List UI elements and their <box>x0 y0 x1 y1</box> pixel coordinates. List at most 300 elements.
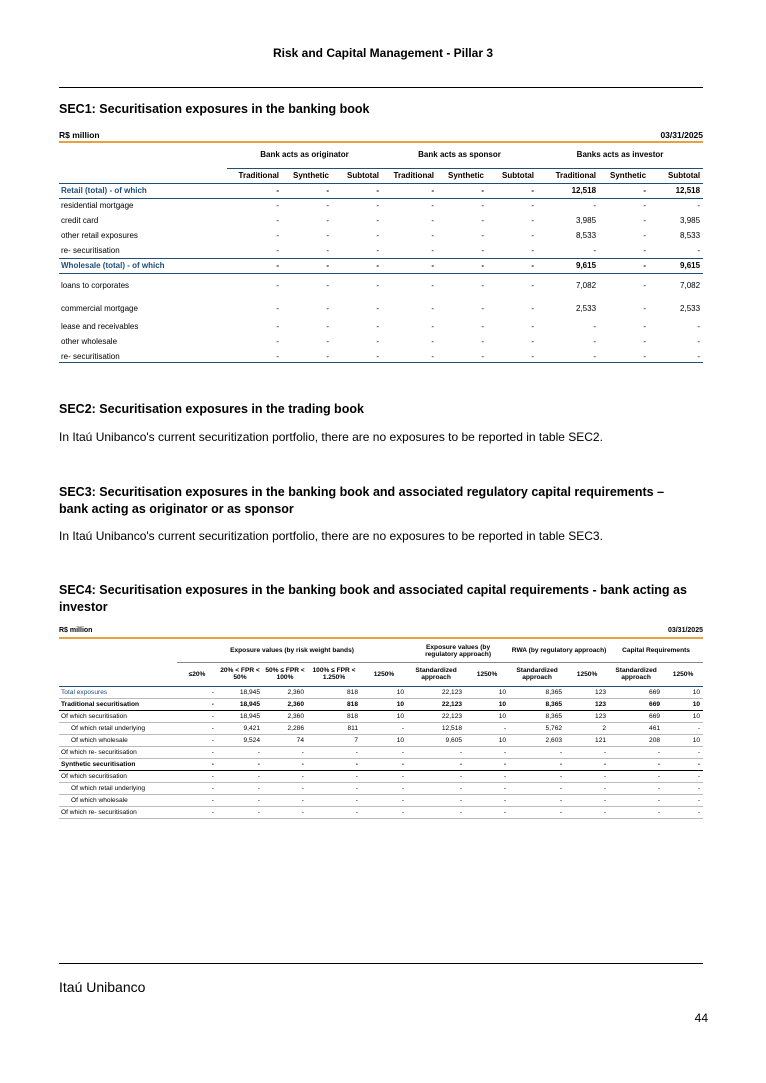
sec1-cell: - <box>376 216 379 225</box>
sec1-cell: 3,985 <box>680 216 701 225</box>
sec1-cell: - <box>643 280 647 290</box>
sec1-col-header: Synthetic <box>292 171 329 180</box>
sec1-group-investor: Banks acts as investor <box>576 150 664 159</box>
sec1-cell: - <box>431 201 434 211</box>
sec4-col-header: 20% < FPR < 50% <box>217 662 263 686</box>
sec4-cell: 22,123 <box>407 698 465 710</box>
sec4-cell: 8,365 <box>509 698 565 710</box>
sec1-row-label: residential mortgage <box>61 201 134 211</box>
sec4-cell: 669 <box>609 686 663 698</box>
sec4-cell: - <box>609 806 663 818</box>
sec4-cell: - <box>217 746 263 758</box>
sec4-cell: - <box>177 758 217 770</box>
sec4-cell: 123 <box>565 710 609 722</box>
sec4-col-header: 1250% <box>565 662 609 686</box>
sec4-table-row <box>59 734 703 746</box>
sec4-table-row <box>59 722 703 734</box>
sec2-heading: SEC2: Securitisation exposures in the trading book <box>59 402 364 416</box>
sec4-cell: 9,421 <box>217 722 263 734</box>
sec4-cell: 121 <box>565 734 609 746</box>
sec4-cell: 10 <box>361 698 407 710</box>
sec4-cell: - <box>307 806 361 818</box>
sec1-cell: - <box>531 231 535 240</box>
sec1-cell: - <box>593 352 597 361</box>
sec4-cell: 7 <box>307 734 361 746</box>
sec4-cell: - <box>263 746 307 758</box>
sec1-orange-rule <box>59 141 703 143</box>
sec1-cell: - <box>276 337 279 346</box>
sec1-col-header: Synthetic <box>447 171 484 180</box>
sec4-cell: 10 <box>465 710 509 722</box>
sec4-cell: 818 <box>307 686 361 698</box>
sec4-row-label: Of which wholesale <box>59 794 177 806</box>
sec1-row-label: re- securitisation <box>61 352 120 361</box>
sec4-cell: - <box>407 782 465 794</box>
sec1-cell: - <box>643 322 647 331</box>
sec1-table-row <box>59 258 703 273</box>
sec4-cell: 123 <box>565 686 609 698</box>
sec1-cell: - <box>531 337 535 346</box>
sec4-cell: - <box>663 770 703 782</box>
sec1-cell: - <box>376 201 379 211</box>
sec1-cell: - <box>326 216 329 225</box>
sec1-cell: - <box>643 337 647 346</box>
sec1-cell: - <box>531 352 535 361</box>
sec1-cell: - <box>376 303 379 313</box>
sec4-cell: - <box>177 734 217 746</box>
sec4-table-row <box>59 806 703 818</box>
sec4-cell: - <box>509 782 565 794</box>
sec4-cell: 10 <box>361 686 407 698</box>
sec4-cell: - <box>361 746 407 758</box>
sec4-cell: - <box>565 806 609 818</box>
sec1-cell: - <box>643 245 647 255</box>
sec1-cell: - <box>376 322 379 331</box>
sec1-cell: - <box>326 245 329 255</box>
sec4-cell: 10 <box>663 698 703 710</box>
sec1-table-row <box>59 228 703 243</box>
sec4-cell: - <box>465 746 509 758</box>
sec1-cell: - <box>282 258 332 273</box>
sec1-bottom-rule <box>59 362 703 363</box>
sec1-cell: - <box>531 303 535 313</box>
sec1-cell: 2,533 <box>680 303 701 313</box>
sec1-cell: - <box>332 258 382 273</box>
sec4-cell: - <box>407 806 465 818</box>
sec4-cell: - <box>465 806 509 818</box>
sec1-cell: - <box>276 303 279 313</box>
sec1-cell: - <box>599 183 649 198</box>
sec4-col-header: ≤20% <box>177 662 217 686</box>
sec4-cell: - <box>177 794 217 806</box>
sec4-cell: - <box>177 770 217 782</box>
sec4-cell: - <box>407 770 465 782</box>
sec1-cell: - <box>276 322 279 331</box>
sec4-cell: 2,360 <box>263 686 307 698</box>
sec1-cell: - <box>431 352 434 361</box>
sec4-cell: 811 <box>307 722 361 734</box>
sec4-cell: - <box>177 686 217 698</box>
sec4-cell: 18,945 <box>217 698 263 710</box>
sec4-cell: - <box>565 794 609 806</box>
sec1-cell: - <box>276 201 279 211</box>
sec1-table-row <box>59 334 703 349</box>
sec4-table-row <box>59 710 703 722</box>
sec1-cell: - <box>376 352 379 361</box>
sec1-cell: - <box>431 245 434 255</box>
sec1-cell: - <box>276 231 279 240</box>
sec4-cell: - <box>177 710 217 722</box>
sec4-cell: - <box>177 698 217 710</box>
sec1-cell: - <box>593 322 597 331</box>
sec1-cell: - <box>697 201 701 211</box>
sec1-col-header: Traditional <box>238 171 279 180</box>
page-number: 44 <box>694 1011 708 1025</box>
sec1-cell: - <box>487 258 537 273</box>
sec4-cell: 2 <box>565 722 609 734</box>
sec1-cell: - <box>431 322 434 331</box>
sec4-cell: 669 <box>609 710 663 722</box>
sec4-table-row <box>59 746 703 758</box>
sec4-cell: - <box>177 806 217 818</box>
sec4-cell: - <box>663 782 703 794</box>
sec1-cell: - <box>326 352 329 361</box>
sec1-cell: - <box>697 245 701 255</box>
sec4-col-header: Standardized approach <box>407 662 465 686</box>
sec4-cell: 18,945 <box>217 686 263 698</box>
sec4-cell: - <box>361 782 407 794</box>
sec4-table-row <box>59 686 703 698</box>
sec4-cell: - <box>217 794 263 806</box>
sec1-cell: - <box>481 216 484 225</box>
sec2-text: In Itaú Unibanco's current securitization portfolio, there are no exposures to be reported in table SEC2. <box>59 430 603 444</box>
sec1-cell: - <box>531 216 535 225</box>
sec4-cell: - <box>217 782 263 794</box>
sec1-cell: - <box>376 231 379 240</box>
sec1-cell: - <box>437 183 487 198</box>
sec1-cell: - <box>276 352 279 361</box>
sec1-table-row <box>59 183 703 198</box>
sec4-heading-line1: SEC4: Securitisation exposures in the banking book and associated capital requirements - bank acting as <box>59 583 687 597</box>
sec4-group-exposure-approach: Exposure values (by regulatory approach) <box>407 640 509 662</box>
footer-brand: Itaú Unibanco <box>59 979 146 995</box>
sec4-row-label: Traditional securitisation <box>59 698 177 710</box>
sec4-group-risk-weight: Exposure values (by risk weight bands) <box>177 640 407 662</box>
sec4-cell: - <box>663 746 703 758</box>
sec4-cell: 8,365 <box>509 710 565 722</box>
sec1-cell: - <box>431 216 434 225</box>
sec1-cell: 12,518 <box>537 183 599 198</box>
sec4-cell: - <box>361 794 407 806</box>
sec4-cell: 18,945 <box>217 710 263 722</box>
sec1-cell: - <box>276 245 279 255</box>
sec1-row-label: lease and receivables <box>61 322 139 331</box>
sec4-cell: - <box>465 758 509 770</box>
sec1-cell: 3,985 <box>576 216 597 225</box>
sec4-cell: - <box>263 770 307 782</box>
sec4-cell: - <box>663 758 703 770</box>
sec1-cell: - <box>276 280 279 290</box>
sec1-cell: - <box>481 352 484 361</box>
sec4-group-rwa: RWA (by regulatory approach) <box>509 640 609 662</box>
sec4-cell: - <box>361 722 407 734</box>
sec1-cell: - <box>481 303 484 313</box>
sec4-cell: - <box>307 782 361 794</box>
sec1-group-row <box>59 147 703 162</box>
sec4-cell: - <box>263 782 307 794</box>
sec1-cell: - <box>431 303 434 313</box>
sec4-cell: - <box>217 770 263 782</box>
sec3-heading-line1: SEC3: Securitisation exposures in the banking book and associated regulatory capital requirements – <box>59 485 665 499</box>
sec4-group-row <box>59 640 703 662</box>
sec1-col-header: Subtotal <box>668 171 701 180</box>
sec4-cell: 8,365 <box>509 686 565 698</box>
sec4-col-header: 100% ≤ FPR < 1.250% <box>307 662 361 686</box>
sec1-cell: - <box>697 337 701 346</box>
sec1-cell: - <box>332 183 382 198</box>
header-rule <box>59 87 703 88</box>
sec1-row-label: commercial mortgage <box>61 303 138 313</box>
sec4-cell: - <box>609 746 663 758</box>
sec4-cell: - <box>465 770 509 782</box>
sec1-cell: - <box>481 245 484 255</box>
sec4-cell: - <box>509 770 565 782</box>
sec4-col-header: 1250% <box>663 662 703 686</box>
sec4-cell: - <box>361 758 407 770</box>
sec1-cell: - <box>643 352 647 361</box>
sec4-cell: 2,360 <box>263 710 307 722</box>
sec4-cell: - <box>609 758 663 770</box>
sec4-cell: - <box>663 722 703 734</box>
sec1-cell: - <box>531 280 535 290</box>
sec1-cell: 9,615 <box>537 258 599 273</box>
sec1-unit: R$ million <box>59 130 100 140</box>
sec1-row-label: other wholesale <box>61 337 118 346</box>
sec4-cell: - <box>361 806 407 818</box>
sec1-col-header: Traditional <box>393 171 434 180</box>
sec4-cell: 10 <box>465 698 509 710</box>
sec1-cell: - <box>227 183 282 198</box>
sec4-cell: 10 <box>465 686 509 698</box>
sec4-cell: 22,123 <box>407 710 465 722</box>
sec1-table-row <box>59 213 703 228</box>
sec4-cell: - <box>509 758 565 770</box>
sec1-cell: - <box>227 258 282 273</box>
sec1-cell: - <box>593 337 597 346</box>
sec4-meta <box>59 627 703 634</box>
sec1-col-header: Synthetic <box>610 171 647 180</box>
sec1-cell: - <box>643 216 647 225</box>
sec4-cell: - <box>663 794 703 806</box>
sec4-table-row <box>59 782 703 794</box>
sec4-cell: - <box>465 782 509 794</box>
sec1-table <box>59 147 703 364</box>
sec1-cell: 7,082 <box>576 280 597 290</box>
sec1-cell: - <box>531 201 535 211</box>
sec4-unit: R$ million <box>59 627 93 634</box>
sec1-table-row <box>59 273 703 297</box>
sec4-cell: 10 <box>361 710 407 722</box>
sec4-cell: - <box>609 794 663 806</box>
sec1-cell: - <box>326 231 329 240</box>
sec4-cell: 5,762 <box>509 722 565 734</box>
sec1-cell: - <box>593 201 597 211</box>
sec1-cell: - <box>531 322 535 331</box>
sec4-cell: - <box>407 758 465 770</box>
sec1-cell: - <box>599 258 649 273</box>
sec1-cell: - <box>481 231 484 240</box>
sec1-cell: 7,082 <box>680 280 701 290</box>
sec4-cell: - <box>565 758 609 770</box>
sec1-cell: - <box>643 201 647 211</box>
sec4-cell: - <box>177 746 217 758</box>
sec1-cell: - <box>376 280 379 290</box>
sec1-cell: - <box>382 183 437 198</box>
sec4-cell: - <box>263 806 307 818</box>
sec4-cell: - <box>307 770 361 782</box>
sec4-date: 03/31/2025 <box>667 627 703 634</box>
sec4-cell: 461 <box>609 722 663 734</box>
sec4-cell: - <box>307 758 361 770</box>
sec4-col-header: Standardized approach <box>609 662 663 686</box>
sec4-cell: 2,603 <box>509 734 565 746</box>
sec4-row-label: Of which re- securitisation <box>59 806 177 818</box>
sec1-cell: - <box>593 245 597 255</box>
sec1-cell: - <box>481 337 484 346</box>
sec4-cell: - <box>509 794 565 806</box>
sec4-cell: - <box>663 806 703 818</box>
sec4-cell: 123 <box>565 698 609 710</box>
sec1-col-header: Subtotal <box>347 171 379 180</box>
sec4-cell: - <box>565 782 609 794</box>
sec4-cell: 10 <box>663 686 703 698</box>
sec1-group-sponsor: Bank acts as sponsor <box>418 150 501 159</box>
sec1-table-row <box>59 243 703 258</box>
sec1-col-header: Traditional <box>555 171 597 180</box>
sec4-cell: 10 <box>465 734 509 746</box>
sec4-cell: - <box>263 758 307 770</box>
sec1-date: 03/31/2025 <box>660 130 703 140</box>
sec1-cell: - <box>276 216 279 225</box>
sec4-cell: 10 <box>663 734 703 746</box>
sec1-heading: SEC1: Securitisation exposures in the banking book <box>59 102 370 116</box>
sec1-cell: - <box>326 322 329 331</box>
sec4-col-header: 1250% <box>465 662 509 686</box>
sec4-group-capital: Capital Requirements <box>609 640 703 662</box>
sec1-cell: - <box>481 201 484 211</box>
sec4-column-header-row <box>59 662 703 686</box>
sec1-cell: - <box>376 245 379 255</box>
sec4-col-header: 1250% <box>361 662 407 686</box>
sec4-cell: 818 <box>307 710 361 722</box>
sec1-cell: - <box>531 245 535 255</box>
sec4-cell: 208 <box>609 734 663 746</box>
sec4-heading-line2: investor <box>59 600 108 614</box>
sec3-heading-line2: bank acting as originator or as sponsor <box>59 502 294 516</box>
sec1-group-originator: Bank acts as originator <box>260 150 349 159</box>
sec4-cell: - <box>509 746 565 758</box>
sec1-cell: - <box>326 280 329 290</box>
sec1-cell: 8,533 <box>680 231 701 240</box>
sec1-cell: - <box>481 322 484 331</box>
sec4-cell: 22,123 <box>407 686 465 698</box>
sec4-cell: 10 <box>361 734 407 746</box>
sec1-cell: - <box>697 352 701 361</box>
sec4-cell: - <box>609 782 663 794</box>
sec1-cell: - <box>431 231 434 240</box>
sec1-table-row <box>59 198 703 213</box>
sec4-cell: 818 <box>307 698 361 710</box>
footer-rule <box>59 963 703 964</box>
sec3-text: In Itaú Unibanco's current securitization portfolio, there are no exposures to be reported in table SEC3. <box>59 529 603 543</box>
sec1-cell: - <box>282 183 332 198</box>
sec4-cell: 10 <box>663 710 703 722</box>
sec4-cell: - <box>217 806 263 818</box>
sec4-cell: - <box>465 722 509 734</box>
sec1-cell: - <box>382 258 437 273</box>
sec1-cell: - <box>376 337 379 346</box>
sec4-cell: 669 <box>609 698 663 710</box>
sec1-table-row <box>59 319 703 334</box>
sec1-row-label: other retail exposures <box>61 231 138 240</box>
sec1-col-header: Subtotal <box>502 171 535 180</box>
sec4-table-row <box>59 758 703 770</box>
sec1-row-label: loans to corporates <box>61 280 130 290</box>
sec1-row-label: re- securitisation <box>61 245 120 255</box>
sec4-cell: - <box>307 746 361 758</box>
sec4-col-header: 50% ≤ FPR < 100% <box>263 662 307 686</box>
sec4-row-label: Of which wholesale <box>59 734 177 746</box>
sec4-row-label: Of which securitisation <box>59 710 177 722</box>
sec1-cell: 9,615 <box>649 258 703 273</box>
sec4-table-row <box>59 794 703 806</box>
sec1-row-label: Wholesale (total) - of which <box>59 258 227 273</box>
sec4-cell: 9,605 <box>407 734 465 746</box>
sec1-cell: - <box>326 337 329 346</box>
page-header-title: Risk and Capital Management - Pillar 3 <box>272 46 494 60</box>
sec1-column-header-row <box>59 168 703 183</box>
sec1-row-label: credit card <box>61 216 99 225</box>
sec4-cell: - <box>565 746 609 758</box>
sec4-cell: - <box>217 758 263 770</box>
sec4-cell: 9,524 <box>217 734 263 746</box>
sec4-table-row <box>59 770 703 782</box>
sec1-cell: - <box>643 303 647 313</box>
sec1-cell: - <box>481 280 484 290</box>
sec4-cell: - <box>565 770 609 782</box>
sec1-cell: 2,533 <box>576 303 597 313</box>
sec4-row-label: Synthetic securitisation <box>59 758 177 770</box>
sec4-cell: - <box>407 746 465 758</box>
sec4-row-label: Of which retail underlying <box>59 782 177 794</box>
sec1-cell: - <box>326 201 329 211</box>
sec4-cell: 12,518 <box>407 722 465 734</box>
sec1-cell: - <box>431 280 434 290</box>
sec1-cell: - <box>431 337 434 346</box>
sec4-cell: - <box>177 782 217 794</box>
sec4-cell: 2,286 <box>263 722 307 734</box>
sec1-cell: - <box>326 303 329 313</box>
sec4-row-label: Of which securitisation <box>59 770 177 782</box>
sec4-cell: - <box>609 770 663 782</box>
sec4-row-label: Of which re- securitisation <box>59 746 177 758</box>
sec1-cell: 8,533 <box>576 231 597 240</box>
sec4-cell: 2,360 <box>263 698 307 710</box>
sec4-cell: - <box>407 794 465 806</box>
sec4-row-label: Of which retail underlying <box>59 722 177 734</box>
sec4-row-label: Total exposures <box>59 686 177 698</box>
sec4-cell: - <box>263 794 307 806</box>
